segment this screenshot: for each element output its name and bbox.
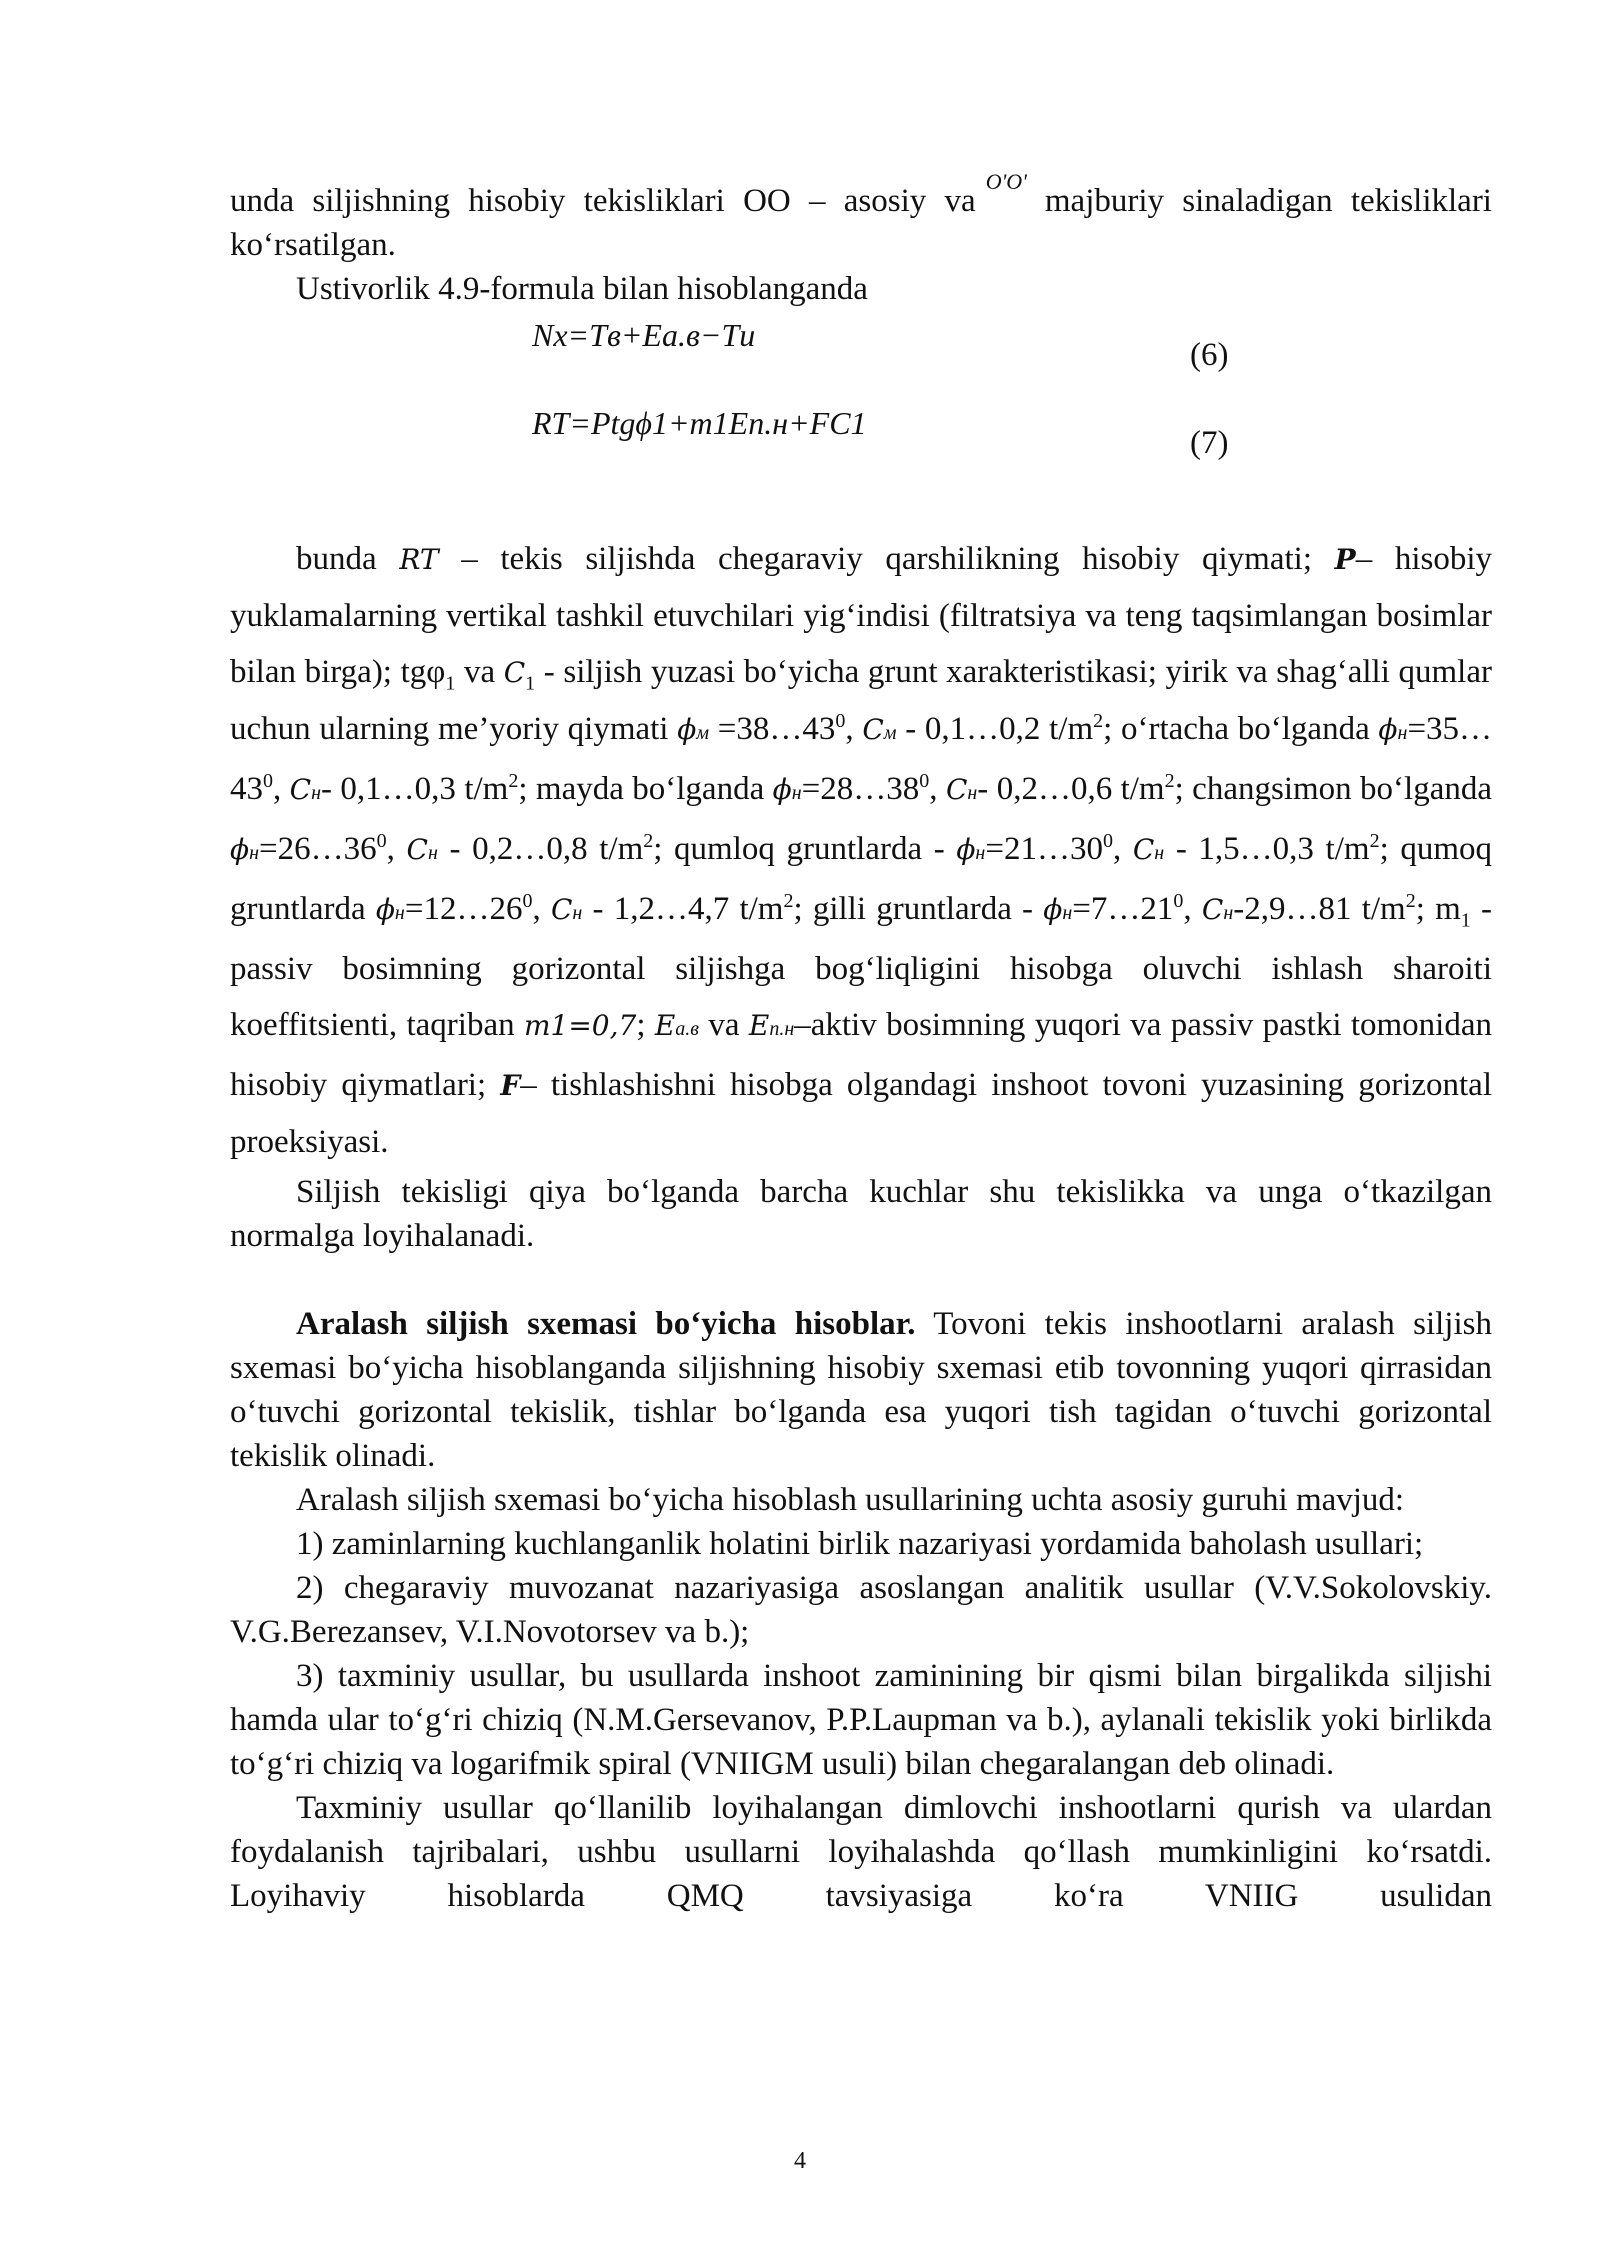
symbol-subscript: м xyxy=(696,722,710,744)
document-page xyxy=(230,160,1492,1918)
def-text: =12…26 xyxy=(404,891,523,927)
paragraph-approximate-methods: Taxminiy usullar qo‘llanilib loyihalangan dimlovchi inshootlarni qurish va ulardan foydalanish tajribalari, ushbu usullarni loyihalashda qo‘llash mumkinligini ko‘rsatdi. Loyihaviy hisoblarda QMQ tavsiyasiga ko‘ra VNIIG usulidan xyxy=(230,1790,1492,1914)
def-text: =35…43 xyxy=(230,711,1493,807)
paragraph-mixed-shear xyxy=(230,1302,1492,1478)
symbol-subscript: н xyxy=(394,902,405,924)
symbol-e: E xyxy=(748,1009,770,1042)
symbol-c: C xyxy=(1132,833,1155,866)
symbol-phi: ϕ xyxy=(1043,893,1063,926)
symbol-e: E xyxy=(654,1009,676,1042)
superscript: 0 xyxy=(1173,890,1184,912)
def-text: =7…21 xyxy=(1072,891,1174,927)
m1-value: m1=0,7 xyxy=(523,1009,637,1042)
def-text: =21…30 xyxy=(985,831,1103,867)
symbol-c: C xyxy=(289,773,312,806)
page-number: 4 xyxy=(794,2148,806,2174)
def-text: - 0,2…0,6 t/m xyxy=(977,771,1165,807)
def-text: –aktiv bosimning yuqori va passiv pastki tomonidan hisobiy qiymatlari; xyxy=(230,1007,1492,1103)
paragraph-inclined-plane: Siljish tekisligi qiya bo‘lganda barcha kuchlar shu tekislikka va unga o‘tkazilgan normalga loyihalanadi. xyxy=(230,1174,1492,1254)
mixed-shear-text: Tovoni tekis inshootlarni aralash siljish sxemasi bo‘yicha hisoblanganda siljishning hisobiy sxemasi etib tovonning yuqori qirrasidan o‘tuvchi gorizontal tekislik, tishlar bo‘lganda esa yuqori tish tagidan o‘tuvchi gorizontal tekislik olinadi. xyxy=(230,1306,1492,1474)
symbol-subscript: н xyxy=(1062,902,1073,924)
def-text: va xyxy=(463,654,496,690)
def-text: - passiv bosimning gorizontal siljishga bog‘liqligini hisobga oluvchi ishlash sharoiti koeffitsienti, taqriban xyxy=(230,891,1492,1043)
paragraph-method-groups: Aralash siljish sxemasi bo‘yicha hisoblash usullarining uchta asosiy guruhi mavjud: xyxy=(296,1482,1405,1518)
formula-7-expression: RT=Ptgϕ1+m1Eп.н+FC1 xyxy=(532,405,867,441)
symbol-rt: RT xyxy=(399,543,439,576)
symbol-phi: ϕ xyxy=(772,773,792,806)
def-text: - 1,5…0,3 t/m xyxy=(1175,831,1370,867)
list-item-1: 1) zaminlarning kuchlanganlik holatini birlik nazariyasi yordamida baholash usullari; xyxy=(296,1526,1424,1562)
def-text: - 0,1…0,3 t/m xyxy=(321,771,509,807)
def-text: - 0,1…0,2 t/m xyxy=(905,711,1094,747)
list-item-2: 2) chegaraviy muvozanat nazariyasiga asoslangan analitik usullar (V.V.Sokolovskiy. V.G.Berezansev, V.I.Novotorsev va b.); xyxy=(230,1570,1492,1650)
formula-7 xyxy=(230,399,1492,487)
def-text: =28…38 xyxy=(801,771,920,807)
symbol-c: C xyxy=(406,833,428,866)
symbol-phi: ϕ xyxy=(375,893,395,926)
list-item-3: 3) taxminiy usullar, bu usullarda inshoot zaminining bir qismi bilan birgalikda siljishi hamda ular to‘g‘ri chiziq (N.M.Gersevanov, P.P.Laupman va b.), aylanali tekislik yoki birlikda to‘g‘ri chiziq va logarifmik spiral (VNIIGM usuli) bilan chegaralangan deb olinadi. xyxy=(230,1658,1492,1782)
superscript: 0 xyxy=(1102,830,1113,852)
symbol-subscript: а.в xyxy=(675,1018,699,1040)
symbol-phi: ϕ xyxy=(230,833,250,866)
def-text: - siljish yuzasi bo‘yicha grunt xarakteristikasi; yirik va shag‘alli qumlar uchun ularning me’yoriy qiymati xyxy=(230,654,1492,747)
def-text: ; mayda bo‘lganda xyxy=(518,771,765,807)
symbol-c: C xyxy=(550,893,573,926)
subscript: 1 xyxy=(525,672,536,695)
superscript: 2 xyxy=(1369,830,1380,852)
def-text: =38…43 xyxy=(717,711,836,747)
superscript: 0 xyxy=(919,770,930,792)
def-text: ; m xyxy=(1415,891,1461,927)
def-text: – hisobiy yuklamalarning vertikal tashkil etuvchilari yig‘indisi (filtratsiya va teng taqsimlangan bosimlar bilan birga); tgφ xyxy=(230,541,1493,690)
symbol-subscript: н xyxy=(572,902,583,924)
symbol-p: P xyxy=(1334,543,1356,576)
symbol-subscript: н xyxy=(791,782,802,804)
superscript: 2 xyxy=(783,890,794,912)
paragraph-intro xyxy=(230,160,1492,267)
subscript: 1 xyxy=(1460,909,1471,932)
superscript: 2 xyxy=(1405,890,1416,912)
symbol-c: C xyxy=(862,713,884,746)
symbol-subscript: н xyxy=(1223,902,1234,924)
symbol-subscript: м xyxy=(883,722,897,744)
def-text: - 1,2…4,7 t/m xyxy=(592,891,784,927)
oo-prime-symbol: O'O' xyxy=(985,169,1027,194)
formula-6 xyxy=(230,311,1492,399)
def-text: - 0,2…0,8 t/m xyxy=(449,831,644,867)
def-text: va xyxy=(708,1007,740,1043)
symbol-subscript: н xyxy=(249,842,260,864)
def-text: ; changsimon bo‘lganda xyxy=(1174,771,1493,807)
superscript: 2 xyxy=(643,830,654,852)
def-text: =26…36 xyxy=(259,831,377,867)
superscript: 2 xyxy=(508,770,519,792)
symbol-phi: ϕ xyxy=(1378,713,1398,746)
def-text: -2,9…81 t/m xyxy=(1233,891,1406,927)
symbol-phi: ϕ xyxy=(677,713,697,746)
superscript: 0 xyxy=(263,770,273,792)
spacer xyxy=(230,1258,1492,1302)
intro-text-b: majburiy sinaladigan tekisliklari ko‘rsatilgan. xyxy=(230,183,1492,263)
def-text: – tishlashishni hisobga olgandagi inshoot tovoni yuzasining gorizontal proeksiyasi. xyxy=(230,1067,1492,1160)
subscript: 1 xyxy=(445,672,456,695)
symbol-c: C xyxy=(1201,893,1224,926)
superscript: 0 xyxy=(376,830,387,852)
formula-6-expression: Nx=Tв+Eа.в−Tи xyxy=(532,317,756,353)
def-text: – tekis siljishda chegaraviy qarshilikning hisobiy qiymati; xyxy=(461,541,1312,577)
symbol-f: F xyxy=(500,1069,521,1102)
symbol-subscript: н xyxy=(1397,722,1408,744)
def-text: ; qumloq gruntlarda - xyxy=(653,831,945,867)
symbol-subscript: н xyxy=(1154,842,1165,864)
symbol-c: C xyxy=(945,773,968,806)
def-text: ; qumoq gruntlarda xyxy=(230,831,1493,927)
superscript: 2 xyxy=(1093,710,1104,732)
def-text: bunda xyxy=(296,541,377,577)
symbol-phi: ϕ xyxy=(956,833,976,866)
spacer xyxy=(230,487,1492,531)
symbol-subscript: н xyxy=(967,782,978,804)
symbol-c: C xyxy=(503,656,526,689)
superscript: 2 xyxy=(1164,770,1175,792)
def-text: ; xyxy=(636,1007,646,1043)
formula-7-number: (7) xyxy=(1190,425,1229,461)
symbol-subscript: н xyxy=(311,782,322,804)
superscript: 0 xyxy=(835,710,846,732)
intro-text-a: unda siljishning hisobiy tekisliklari OO – asosiy va xyxy=(230,183,976,219)
section-heading: Aralash siljish sxemasi bo‘yicha hisoblar. xyxy=(296,1306,916,1342)
def-text: ; gilli gruntlarda - xyxy=(793,891,1034,927)
superscript: 0 xyxy=(522,890,533,912)
paragraph-definitions: bunda RT – tekis siljishda chegaraviy qarshilikning hisobiy qiymati; P– hisobiy yuklamalarning vertikal tashkil etuvchilari yig‘indisi (filtratsiya va teng taqsimlangan bosimlar bilan birga); tgφ$_1$ va $C_1$ - siljish yuzasi bo‘yicha grunt xarakteristikasi; yirik va shag‘alli qumlar uchun ularning me’yoriy qiymati $\phi м =38\dots 43^0$, Cм - 0,1…0,2 $t/m^2$; o‘rtacha bo‘lganda $\phi н=35\dots 43^0$, Cн- 0,1…0,3 $t/m^2$; mayda bo‘lganda $\phi н=28\dots 38^0$, Cн- 0,2…0,6 $t/m^2$; changsimon bo‘lganda $\phi н=26\dots 36^0$, Cн - 0,2…0,8 $t/m^2$; qumloq gruntlarda - $\phi н=21\dots 30^0$, Cн - 1,5…0,3 $t/m^2$; qumoq gruntlarda $\phi н=12\dots 26^0$, Cн - 1,2…4,7 $t/m^2$; gilli gruntlarda - $\phi н=7\dots 21^0$, Cн-2,9…81 $t/m^2$; $m_1$ - passiv bosimning gorizontal siljishga bog‘liqligini hisobga oluvchi ishlash sharoiti koeffitsienti, taqriban m1=0,7; Eа.в va Eп.н–aktiv bosimning yuqori va passiv pastki tomonidan hisobiy qiymatlari; F– tishlashishni hisobga olgandagi inshoot tovoni yuzasining gorizontal proeksiyasi. xyxy=(230,541,1493,1160)
symbol-subscript: п.н xyxy=(769,1018,795,1040)
def-text: ; o‘rtacha bo‘lganda xyxy=(1103,711,1370,747)
formula-6-number: (6) xyxy=(1190,337,1229,373)
paragraph-stability: Ustivorlik 4.9-formula bilan hisoblanganda xyxy=(296,271,868,307)
symbol-subscript: н xyxy=(427,842,438,864)
symbol-subscript: н xyxy=(975,842,986,864)
